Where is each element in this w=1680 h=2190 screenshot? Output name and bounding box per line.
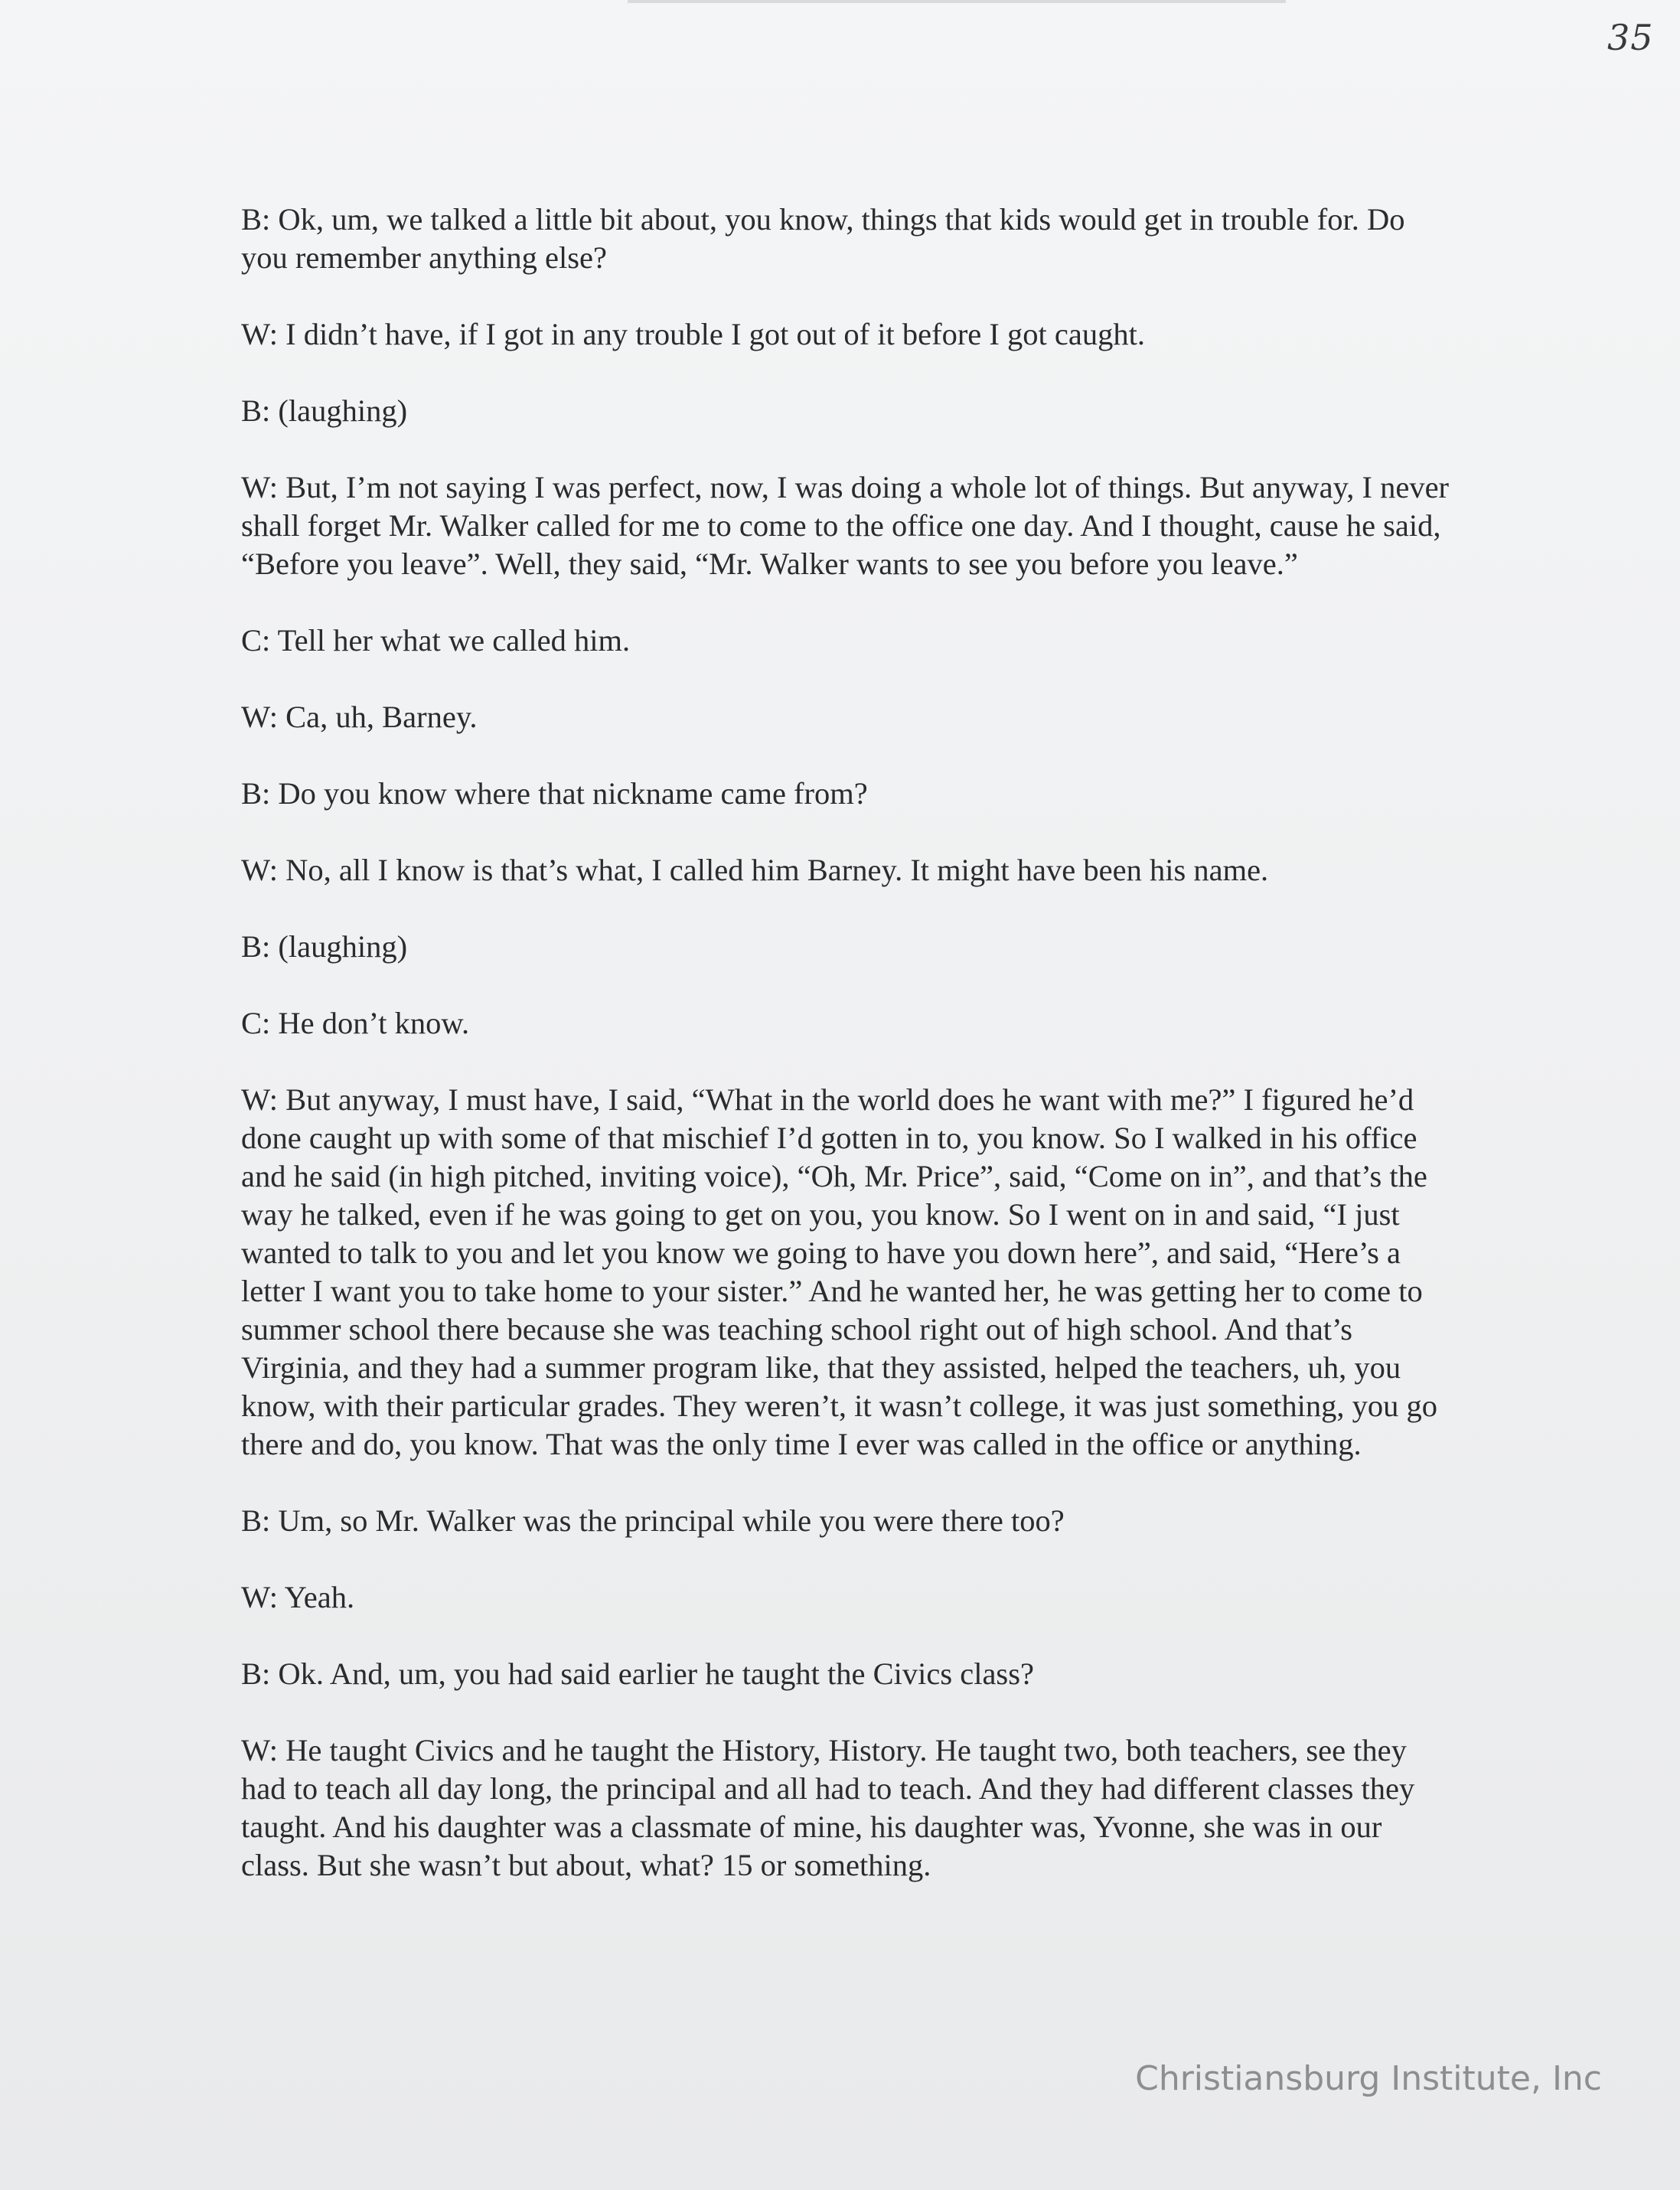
speaker-label: W : [241,1733,285,1767]
turn-text: Ok. And, um, you had said earlier he taught the Civics class? [278,1656,1034,1691]
turn-text: He taught Civics and he taught the History, History. He taught two, both teachers, see they had to teach all day long, the principal and all had to teach. And they had different classes they taught. And his daughter was a classmate of mine, his daughter was, Yvonne, she was in our class. But she wasn’t but about, what? 15 or something. [241,1733,1415,1882]
transcript-turn [241,1578,1450,1617]
turn-text: Um, so Mr. Walker was the principal while you were there too? [278,1503,1065,1538]
transcript-turn [241,1655,1450,1693]
speaker-label: B : [241,202,278,237]
transcript-turn [241,851,1450,889]
turn-text: But anyway, I must have, I said, “What in the world does he want with me?” I figured he’d done caught up with some of that mischief I’d gotten in to, you know. So I walked in his office and he said (in high pitched, inviting voice), “Oh, Mr. Price”, said, “Come on in”, and that’s the way he talked, even if he was going to get on you, you know. So I went on in and said, “I just wanted to talk to you and let you know we going to have you down here”, and said, “Here’s a letter I want you to take home to your sister.” And he wanted her, he was getting her to come to summer school there because she was teaching school right out of high school. And that’s Virginia, and they had a summer program like, that they assisted, helped the teachers, uh, you know, with their particular grades. They weren’t, it wasn’t college, it was just something, you go there and do, you know. That was the only time I ever was called in the office or anything. [241,1082,1438,1461]
transcript-turn [241,928,1450,966]
turn-text: But, I’m not saying I was perfect, now, I was doing a whole lot of things. But anyway, I never shall forget Mr. Walker called for me to come to the office one day. And I thought, cause he said, “Before you leave”. Well, they said, “Mr. Walker wants to see you before you leave.” [241,470,1450,581]
speaker-label: B : [241,776,278,811]
turn-text: Yeah. [284,1580,355,1614]
transcript-turn [241,698,1450,736]
transcript-turn [241,468,1450,583]
turn-text: Ok, um, we talked a little bit about, you know, things that kids would get in trouble for. Do you remember anything else? [241,202,1405,275]
transcript-turn [241,392,1450,430]
speaker-label: W : [241,1580,285,1614]
turn-text: Tell her what we called him. [277,623,631,658]
transcript-turn [241,315,1450,354]
speaker-label: W : [241,700,285,734]
turn-text: He don’t know. [278,1006,470,1040]
transcript-turn [241,1502,1450,1540]
turn-text: No, all I know is that’s what, I called him Barney. It might have been his name. [285,853,1269,887]
turn-text: (laughing) [278,929,408,964]
speaker-label: B : [241,1656,278,1691]
transcript-turn [241,1081,1450,1464]
speaker-label: W : [241,1082,285,1117]
transcript-turn [241,622,1450,660]
speaker-label: W : [241,470,285,504]
speaker-label: B : [241,393,278,428]
speaker-label: B : [241,1503,278,1538]
speaker-label: W : [241,317,285,351]
speaker-label: C : [241,623,278,658]
transcript-turn [241,775,1450,813]
page-number: 35 [1607,17,1654,58]
archive-watermark: Christiansburg Institute, Inc [1135,2059,1602,2098]
transcript-turn [241,1004,1450,1043]
turn-text: Ca, uh, Barney. [285,700,478,734]
turn-text: (laughing) [278,393,408,428]
page-top-edge [628,0,1286,3]
transcript-turn [241,1731,1450,1885]
speaker-label: B : [241,929,278,964]
speaker-label: W : [241,853,285,887]
transcript-turn [241,201,1450,277]
turn-text: I didn’t have, if I got in any trouble I got out of it before I got caught. [285,317,1145,351]
interview-transcript [241,201,1450,1885]
turn-text: Do you know where that nickname came from? [278,776,868,811]
speaker-label: C : [241,1006,278,1040]
